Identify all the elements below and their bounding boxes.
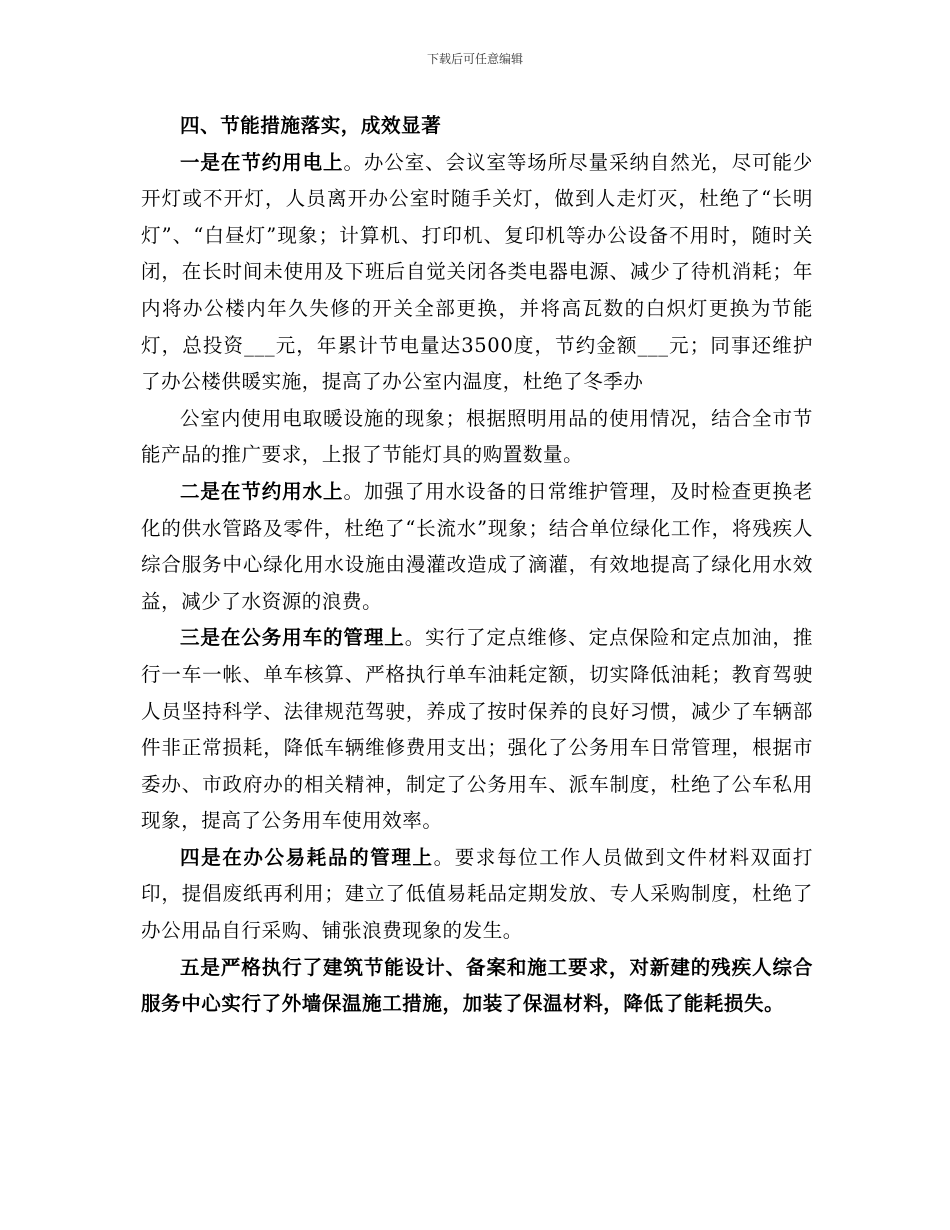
paragraph-body: 公室内使用电取暖设施的现象；根据照明用品的使用情况，结合全市节能产品的推广要求，上报了节能灯具的购置数量。 [141, 406, 813, 467]
paragraph-body: 。要求每位工作人员做到文件材料双面打印，提倡废纸再利用；建立了低值易耗品定期发放、专人采购制度，杜绝了办公用品自行采购、铺张浪费现象的发生。 [141, 845, 813, 943]
paragraph-body: 。加强了用水设备的日常维护管理，及时检查更换老化的供水管路及零件，杜绝了“长流水”现象；结合单位绿化工作，将残疾人综合服务中心绿化用水设施由漫灌改造成了滴灌，有效地提高了绿化用水效益，减少了水资源的浪费。 [141, 479, 813, 613]
paragraph-vehicles [141, 620, 813, 840]
paragraph-lead: 三是在公务用车的管理上 [180, 626, 405, 650]
paragraph-lead: 一是在节约用电上 [180, 150, 344, 174]
paragraph-lead: 二是在节约用水上 [180, 479, 344, 503]
paragraph-building [141, 950, 813, 1023]
paragraph-body: 。实行了定点维修、定点保险和定点加油，推行一车一帐、单车核算、严格执行单车油耗定额，切实降低油耗；教育驾驶人员坚持科学、法律规范驾驶，养成了按时保养的良好习惯，减少了车辆部件非正常损耗，降低车辆维修费用支出；强化了公务用车日常管理，根据市委办、市政府办的相关精神，制定了公务用车、派车制度，杜绝了公车私用现象，提高了公务用车使用效率。 [141, 626, 813, 833]
paragraph-electricity-continued [141, 401, 813, 474]
paragraph-body: 五是严格执行了建筑节能设计、备案和施工要求，对新建的残疾人综合服务中心实行了外墙保温施工措施，加装了保温材料，降低了能耗损失。 [141, 955, 813, 1016]
paragraph-body: 。办公室、会议室等场所尽量采纳自然光，尽可能少开灯或不开灯，人员离开办公室时随手关灯，做到人走灯灭，杜绝了“长明灯”、“白昼灯”现象；计算机、打印机、复印机等办公设备不用时，随时关闭，在长时间未使用及下班后自觉关闭各类电器电源、减少了待机消耗；年内将办公楼内年久失修的开关全部更换，并将高瓦数的白炽灯更换为节能灯，总投资___元，年累计节电量达3500度，节约金额___元；同事还维护了办公楼供暖实施，提高了办公室内温度，杜绝了冬季办 [141, 150, 813, 394]
document-body [141, 108, 813, 1023]
paragraph-lead: 四是在办公易耗品的管理上 [180, 845, 434, 869]
paragraph-consumables [141, 840, 813, 950]
section-heading: 四、节能措施落实，成效显著 [180, 114, 442, 137]
page-header: 下载后可任意编辑 [426, 52, 523, 66]
paragraph-water [141, 474, 813, 620]
paragraph-electricity [141, 145, 813, 401]
